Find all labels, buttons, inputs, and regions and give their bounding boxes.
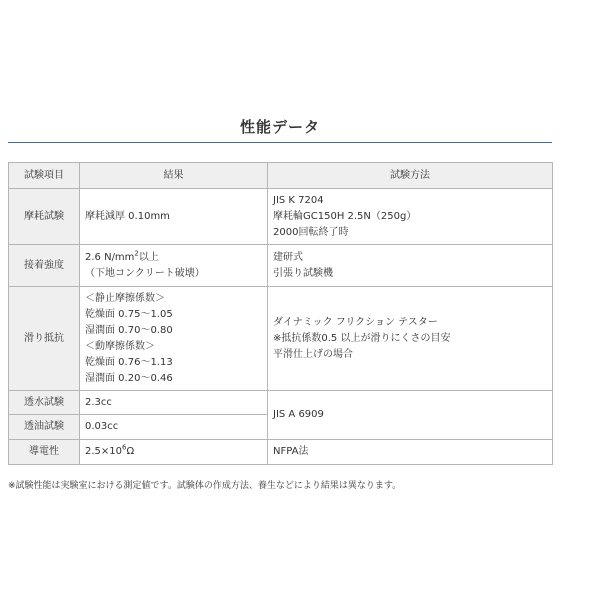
- table-row: [9, 245, 553, 287]
- method-line: 平滑仕上げの場合: [273, 348, 353, 360]
- adhesion-exponent: 2: [134, 249, 139, 258]
- method-line: 2000回転終了時: [273, 226, 349, 238]
- header-test-item: 試験項目: [9, 163, 80, 189]
- table-row: [9, 189, 553, 245]
- method-slip: [268, 287, 553, 391]
- method-adhesion: [268, 245, 553, 287]
- method-line: 建研式: [273, 251, 303, 263]
- conductivity-unit: Ω: [126, 446, 135, 457]
- method-abrasion: [268, 189, 553, 245]
- section-title: 性能データ: [239, 118, 320, 136]
- result-line: （下地コンクリート破壊）: [85, 267, 205, 279]
- conductivity-base: 2.5×10: [85, 446, 123, 457]
- title-divider: [8, 142, 552, 143]
- result-water: 2.3cc: [80, 391, 268, 415]
- result-line: 湿潤面 0.20～0.46: [85, 372, 173, 384]
- result-line: 乾燥面 0.76～1.13: [85, 356, 173, 368]
- result-line: 湿潤面 0.70～0.80: [85, 324, 173, 336]
- header-result: 結果: [80, 163, 268, 189]
- adhesion-value: 2.6 N/mm: [85, 251, 135, 263]
- method-line: 摩耗輪GC150H 2.5N（250g）: [273, 210, 417, 222]
- result-slip: [80, 287, 268, 391]
- footnote: ※試験性能は実験室における測定値です。試験体の作成方法、養生などにより結果は異なります。: [8, 481, 402, 491]
- method-conductivity: NFPA法: [268, 440, 553, 465]
- table-row: [9, 440, 553, 465]
- adhesion-suffix: 以上: [138, 251, 159, 263]
- method-line: ※抵抗係数0.5 以上が滑りにくさの目安: [273, 332, 451, 344]
- result-oil: 0.03cc: [80, 415, 268, 440]
- row-label-conductivity: 導電性: [9, 440, 80, 465]
- performance-table: [8, 162, 553, 465]
- header-test-method: 試験方法: [268, 163, 553, 189]
- method-line: 引張り試験機: [273, 267, 333, 279]
- result-line: [85, 250, 262, 266]
- result-conductivity: [80, 440, 268, 465]
- table-header-row: [9, 163, 553, 189]
- table-row: [9, 391, 553, 415]
- row-label-adhesion: 接着強度: [9, 245, 80, 287]
- row-label-slip: 滑り抵抗: [9, 287, 80, 391]
- table-row: [9, 287, 553, 391]
- method-line: ダイナミック フリクション テスター: [273, 316, 438, 328]
- method-line: JIS K 7204: [273, 194, 324, 206]
- result-adhesion: [80, 245, 268, 287]
- result-line: ＜動摩擦係数＞: [85, 340, 155, 352]
- conductivity-exponent: 6: [122, 443, 127, 452]
- method-water-oil: JIS A 6909: [268, 391, 553, 440]
- row-label-abrasion: 摩耗試験: [9, 189, 80, 245]
- row-label-water: 透水試験: [9, 391, 80, 415]
- result-abrasion: 摩耗減厚 0.10mm: [80, 189, 268, 245]
- result-line: ＜静止摩擦係数＞: [85, 292, 165, 304]
- row-label-oil: 透油試験: [9, 415, 80, 440]
- result-line: 乾燥面 0.75～1.05: [85, 308, 173, 320]
